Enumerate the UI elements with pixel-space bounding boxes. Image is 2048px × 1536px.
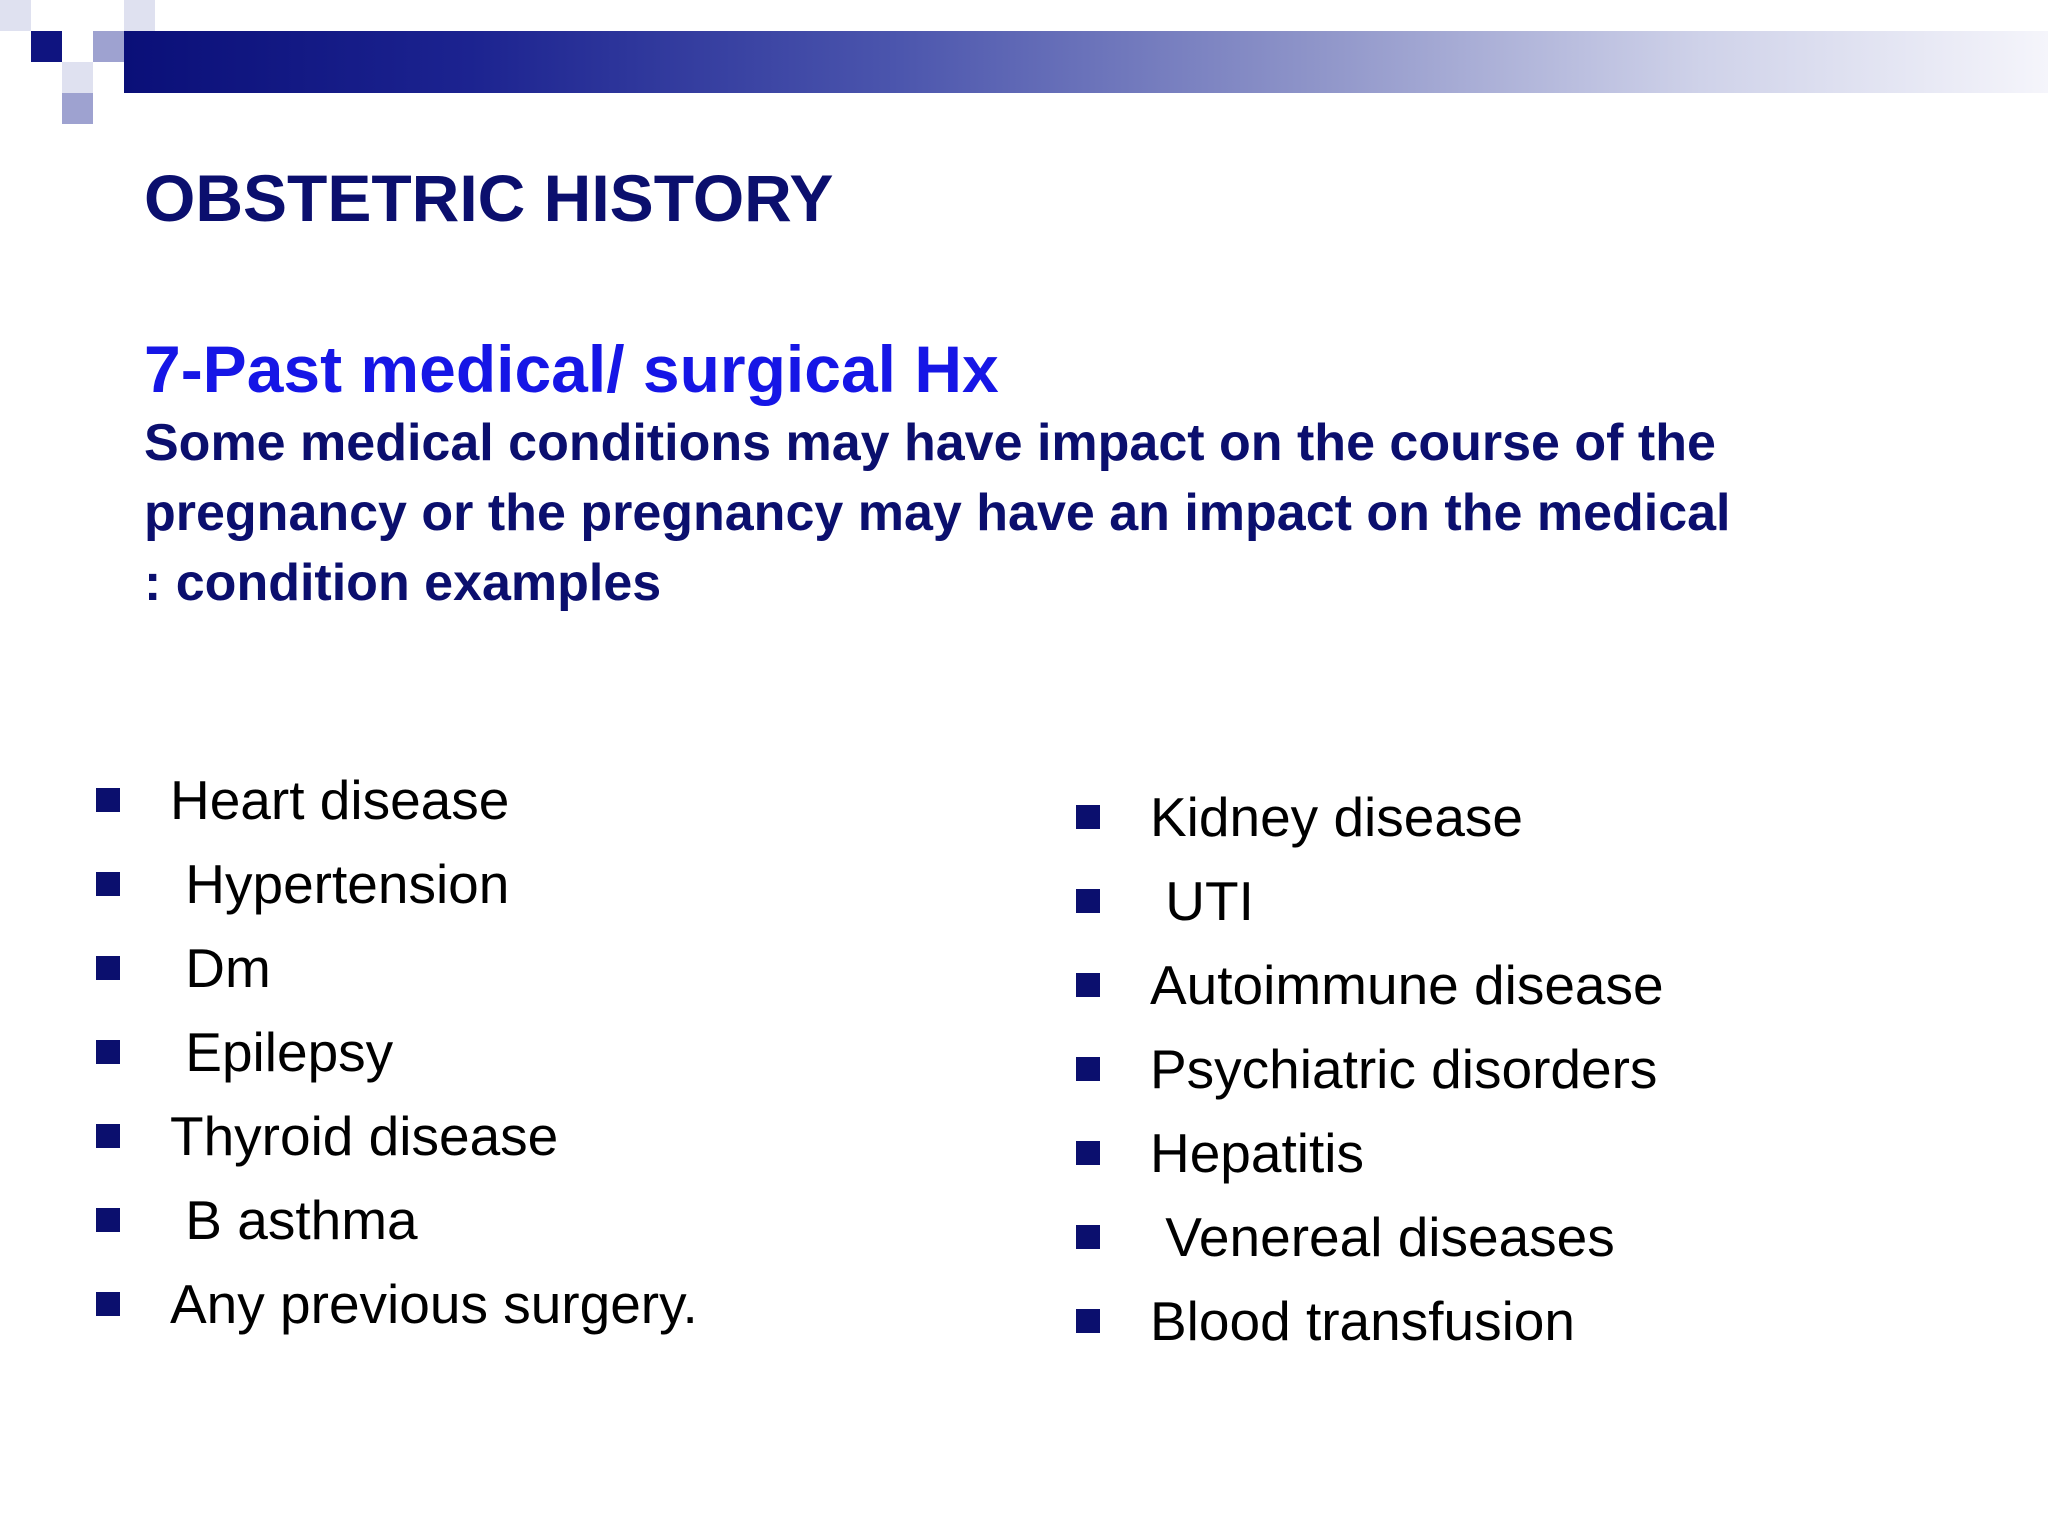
square-bullet-icon bbox=[1076, 1057, 1100, 1081]
list-item-text: Thyroid disease bbox=[170, 1105, 559, 1167]
square-bullet-icon bbox=[96, 956, 120, 980]
list-item bbox=[96, 1094, 698, 1178]
list-item-text: B asthma bbox=[170, 1189, 418, 1251]
list-item-text: Hypertension bbox=[170, 853, 510, 915]
list-item bbox=[96, 1178, 698, 1262]
square-bullet-icon bbox=[1076, 889, 1100, 913]
list-item bbox=[1076, 859, 1664, 943]
decor-square bbox=[124, 0, 155, 31]
list-item-text: Heart disease bbox=[170, 769, 510, 831]
list-item-text: UTI bbox=[1150, 870, 1254, 932]
list-item bbox=[1076, 1279, 1664, 1363]
decor-square bbox=[62, 62, 93, 93]
header-gradient-band bbox=[124, 31, 2048, 93]
list-item-text: Venereal diseases bbox=[1150, 1206, 1615, 1268]
square-bullet-icon bbox=[96, 1040, 120, 1064]
slide-subtitle: 7-Past medical/ surgical Hx bbox=[144, 332, 999, 406]
list-item bbox=[96, 758, 698, 842]
list-item-text: Kidney disease bbox=[1150, 786, 1524, 848]
list-item bbox=[96, 1010, 698, 1094]
square-bullet-icon bbox=[96, 872, 120, 896]
square-bullet-icon bbox=[96, 1292, 120, 1316]
list-item bbox=[1076, 943, 1664, 1027]
list-item-text: Psychiatric disorders bbox=[1150, 1038, 1658, 1100]
square-bullet-icon bbox=[1076, 973, 1100, 997]
list-item-text: Epilepsy bbox=[170, 1021, 394, 1083]
list-item bbox=[1076, 775, 1664, 859]
list-item bbox=[96, 926, 698, 1010]
list-item bbox=[1076, 1195, 1664, 1279]
decor-square bbox=[31, 31, 62, 62]
square-bullet-icon bbox=[96, 1208, 120, 1232]
square-bullet-icon bbox=[1076, 805, 1100, 829]
decor-square bbox=[93, 31, 124, 62]
list-item bbox=[96, 1262, 698, 1346]
decor-square bbox=[0, 0, 31, 31]
conditions-list-right bbox=[1076, 775, 1664, 1363]
list-item-text: Dm bbox=[170, 937, 271, 999]
list-item-text: Autoimmune disease bbox=[1150, 954, 1664, 1016]
square-bullet-icon bbox=[1076, 1141, 1100, 1165]
conditions-list-left bbox=[96, 758, 698, 1346]
square-bullet-icon bbox=[96, 788, 120, 812]
list-item-text: Any previous surgery. bbox=[170, 1273, 698, 1335]
list-item bbox=[96, 842, 698, 926]
decor-square bbox=[62, 93, 93, 124]
square-bullet-icon bbox=[96, 1124, 120, 1148]
intro-line: pregnancy or the pregnancy may have an impact on the medical bbox=[144, 484, 1731, 542]
list-item-text: Blood transfusion bbox=[1150, 1290, 1575, 1352]
intro-line: : condition examples bbox=[144, 554, 662, 612]
list-item bbox=[1076, 1027, 1664, 1111]
slide-title: OBSTETRIC HISTORY bbox=[144, 161, 834, 235]
list-item-text: Hepatitis bbox=[1150, 1122, 1364, 1184]
intro-paragraph bbox=[144, 408, 2024, 618]
square-bullet-icon bbox=[1076, 1309, 1100, 1333]
square-bullet-icon bbox=[1076, 1225, 1100, 1249]
intro-line: Some medical conditions may have impact on the course of the bbox=[144, 414, 1716, 472]
list-item bbox=[1076, 1111, 1664, 1195]
